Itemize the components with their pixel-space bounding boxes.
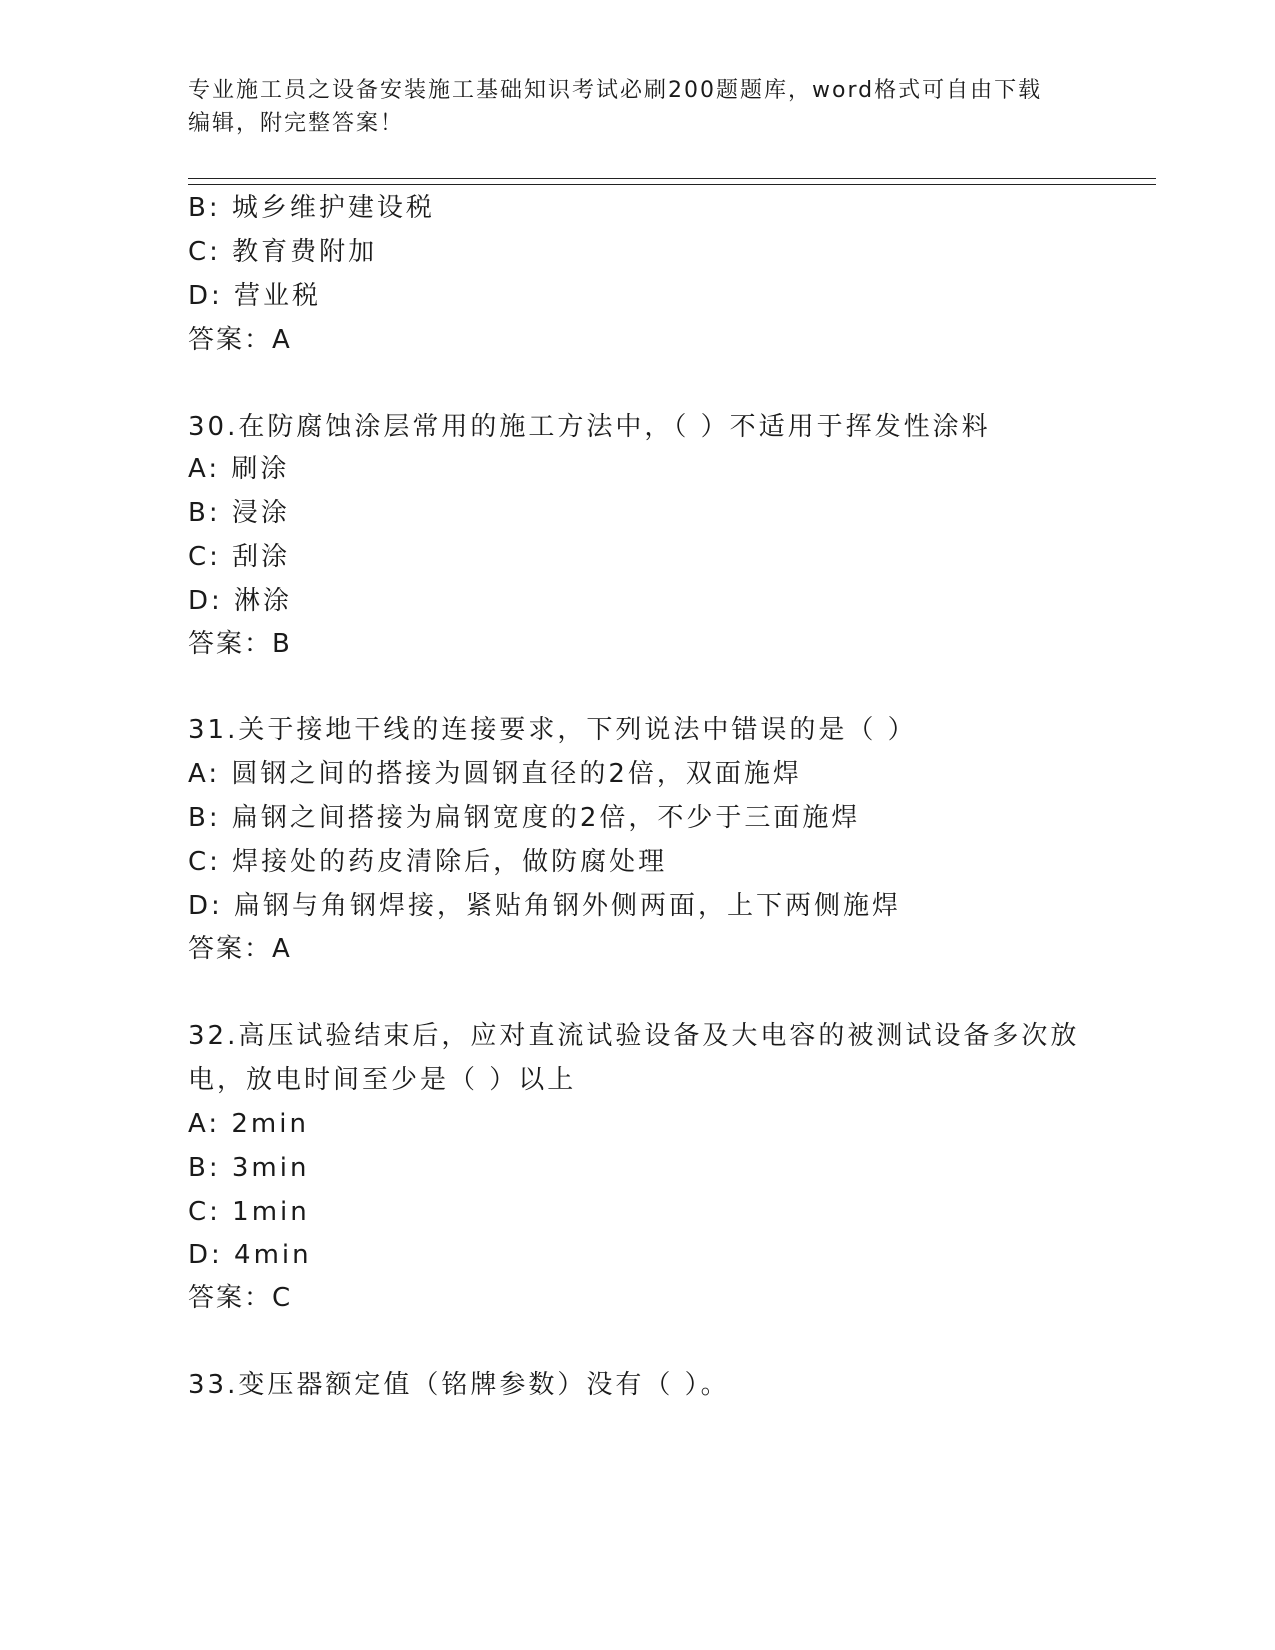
q32-option-b: B: 3min	[188, 1153, 310, 1183]
header-divider-bottom	[188, 184, 1156, 185]
q29-option-b: B: 城乡维护建设税	[188, 193, 435, 223]
q30-option-b: B: 浸涂	[188, 498, 290, 528]
q31-answer: 答案：A	[188, 934, 292, 964]
q32-question-line-2: 电，放电时间至少是（ ）以上	[188, 1065, 577, 1095]
q30-option-c: C: 刮涂	[188, 542, 291, 572]
q32-option-c: C: 1min	[188, 1197, 310, 1227]
q31-question: 31.关于接地干线的连接要求，下列说法中错误的是（ ）	[188, 715, 917, 745]
q29-option-c: C: 教育费附加	[188, 237, 378, 267]
q29-option-d: D: 营业税	[188, 281, 322, 311]
q30-option-a: A: 刷涂	[188, 454, 290, 484]
q32-option-d: D: 4min	[188, 1240, 312, 1270]
document-header	[188, 74, 1068, 140]
q32-option-a: A: 2min	[188, 1109, 309, 1139]
q29-answer: 答案：A	[188, 325, 292, 355]
q31-option-b: B: 扁钢之间搭接为扁钢宽度的2倍，不少于三面施焊	[188, 803, 861, 833]
q32-question-line-1: 32.高压试验结束后，应对直流试验设备及大电容的被测试设备多次放	[188, 1021, 1080, 1051]
q30-answer: 答案：B	[188, 629, 292, 659]
q31-option-c: C: 焊接处的药皮清除后，做防腐处理	[188, 847, 668, 877]
q31-option-d: D: 扁钢与角钢焊接，紧贴角钢外侧两面，上下两侧施焊	[188, 891, 902, 921]
header-line-1: 专业施工员之设备安装施工基础知识考试必刷200题题库，word格式可自由下载	[188, 78, 1043, 103]
q30-question: 30.在防腐蚀涂层常用的施工方法中，（ ）不适用于挥发性涂料	[188, 412, 991, 442]
q33-question: 33.变压器额定值（铭牌参数）没有（ ）。	[188, 1370, 730, 1400]
header-divider-top	[188, 178, 1156, 179]
q32-answer: 答案：C	[188, 1283, 293, 1313]
header-line-2: 编辑，附完整答案！	[188, 111, 405, 136]
q31-option-a: A: 圆钢之间的搭接为圆钢直径的2倍，双面施焊	[188, 759, 802, 789]
q30-option-d: D: 淋涂	[188, 586, 293, 616]
